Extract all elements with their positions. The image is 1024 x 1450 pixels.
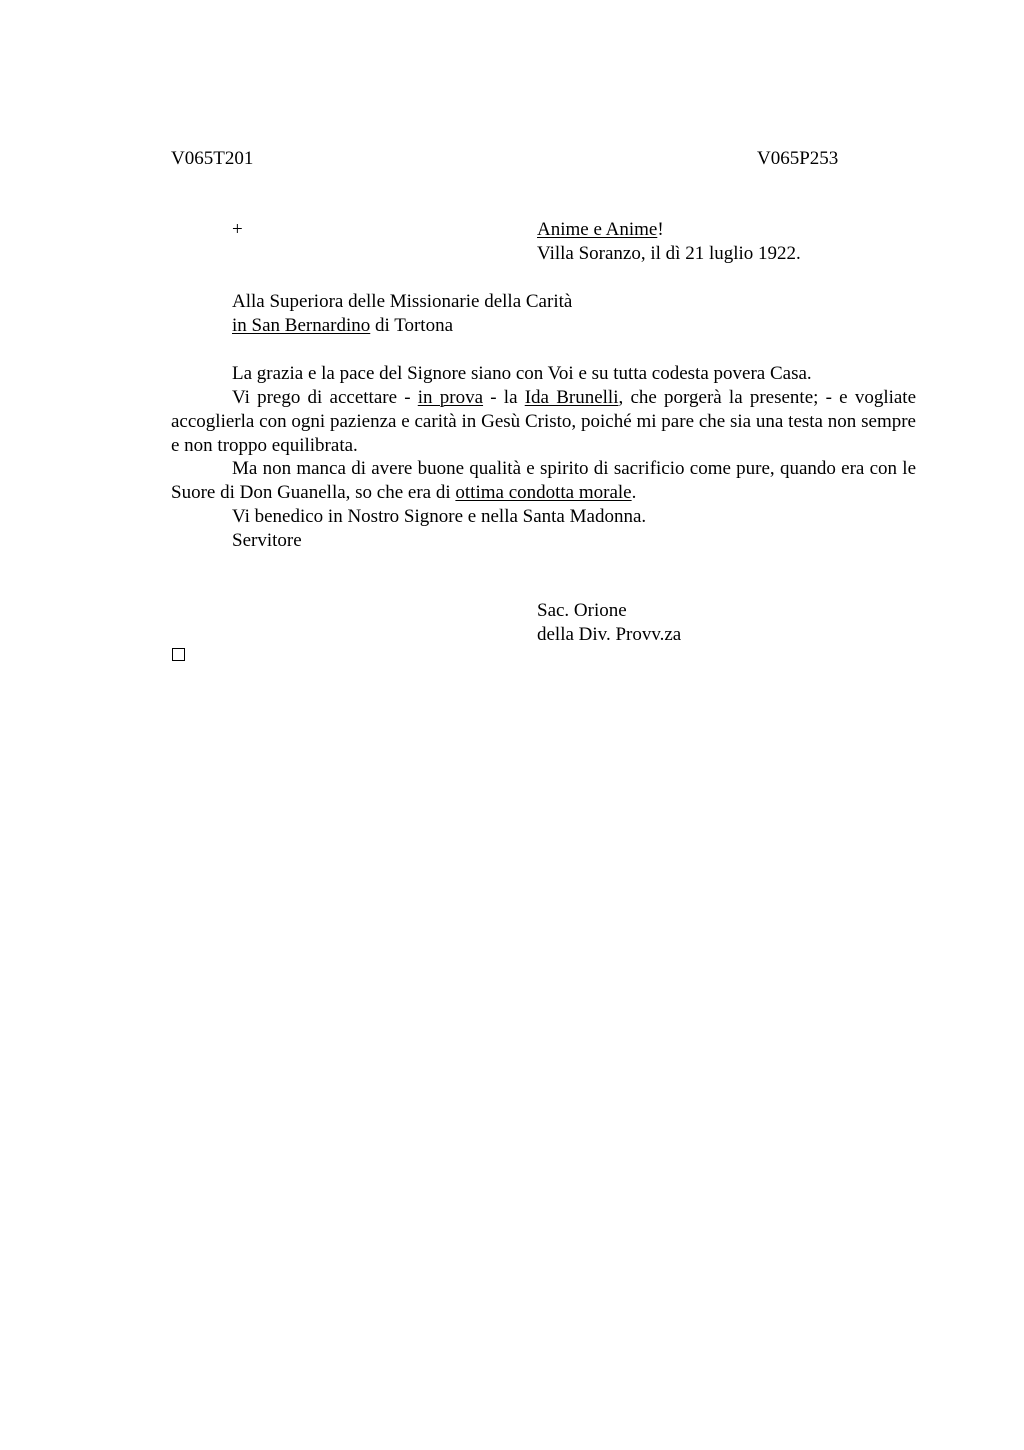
- closing: Servitore: [232, 530, 302, 551]
- body-paragraph-4: Vi benedico in Nostro Signore e nella Santa Madonna.: [232, 506, 647, 527]
- recipient-line-1: Alla Superiora delle Missionarie della Carità: [232, 291, 573, 312]
- signature-title: della Div. Provv.za: [537, 624, 682, 645]
- motto-punct: !: [657, 219, 664, 240]
- p3-text-b: .: [631, 482, 637, 503]
- p2-underlined-name: Ida Brunelli: [524, 387, 619, 408]
- place-date: Villa Soranzo, il dì 21 luglio 1922.: [537, 243, 801, 264]
- p2-text-c: , che porgerà la presente; - e vogliate accoglierla con ogni pazienza e carità in Gesù Cristo, poiché mi pare che sia una testa non sempre e non troppo equilibrata.: [171, 387, 917, 456]
- p2-text-a: Vi prego di accettare -: [232, 387, 418, 408]
- motto-underlined: Anime e Anime: [537, 219, 658, 240]
- recipient-location-rest: di Tortona: [370, 315, 454, 336]
- body-paragraph-2: [171, 386, 916, 458]
- recipient-line-2: [232, 314, 453, 338]
- signature-name: Sac. Orione: [537, 600, 627, 621]
- p3-text-a: Ma non manca di avere buone qualità e spirito di sacrificio come pure, quando era con le Suore di Don Guanella, so che era di: [171, 458, 916, 503]
- recipient-location-underlined: in San Bernardino: [232, 315, 371, 336]
- checkbox-icon: [172, 648, 185, 661]
- p2-text-b: - la: [483, 387, 525, 408]
- header-right-code: V065P253: [757, 148, 839, 169]
- p2-underlined-in-prova: in prova: [417, 387, 484, 408]
- header-left-code: V065T201: [171, 148, 254, 169]
- p3-underlined-conduct: ottima condotta morale: [455, 482, 632, 503]
- cross-mark: +: [232, 219, 243, 240]
- body-paragraph-1: La grazia e la pace del Signore siano con Voi e su tutta codesta povera Casa.: [232, 363, 812, 384]
- body-paragraph-3: [171, 457, 916, 505]
- motto: [537, 218, 664, 242]
